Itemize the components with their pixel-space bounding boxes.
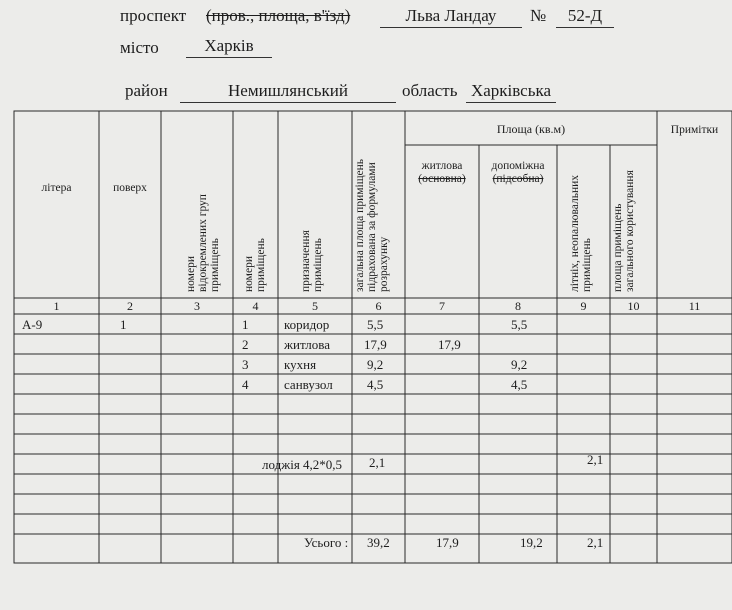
- col-header-living: [405, 160, 479, 186]
- col-header-aux-struck: (підсобна): [492, 173, 544, 185]
- col-header-summer: літніх, неопалювальних приміщень: [569, 174, 593, 292]
- col-number: 10: [627, 299, 640, 313]
- col-number: 7: [439, 299, 445, 313]
- cell-purpose: кухня: [284, 357, 317, 372]
- number-value: 52-Д: [556, 6, 614, 28]
- cell-aux: 5,5: [511, 317, 528, 332]
- col-header-living-struck: (основна): [418, 173, 466, 185]
- street-label: проспект: [120, 6, 187, 25]
- district-value: Немишлянський: [180, 81, 396, 103]
- cell-room-no: 1: [242, 317, 249, 332]
- number-label: №: [530, 6, 547, 25]
- totals-living: 17,9: [436, 535, 459, 550]
- col-header-notes: Примітки: [670, 124, 719, 136]
- totals-label: Усього :: [304, 535, 349, 550]
- totals-aux: 19,2: [520, 535, 543, 550]
- cell-floor: 1: [120, 317, 127, 332]
- loggia-label: лоджія 4,2*0,5: [262, 457, 343, 472]
- col-header-room-no: номери приміщень: [243, 238, 267, 292]
- cell-room-no: 3: [242, 357, 249, 372]
- col-number: 11: [688, 299, 701, 313]
- cell-purpose: житлова: [284, 337, 331, 352]
- region-value: Харківська: [466, 81, 556, 103]
- totals-summer: 2,1: [587, 535, 604, 550]
- cell-room-no: 4: [242, 377, 249, 392]
- col-number: 9: [580, 299, 587, 313]
- cell-total: 9,2: [367, 357, 384, 372]
- region-label: область: [402, 81, 458, 100]
- cell-total: 4,5: [367, 377, 384, 392]
- loggia-summer: 2,1: [587, 452, 604, 467]
- col-header-groups: номери відокремлених груп приміщень: [185, 194, 221, 292]
- col-header-total-area: загальна площа приміщень підрахована за формулами розрахунку: [354, 158, 390, 292]
- col-header-living-label: житлова: [421, 160, 463, 172]
- col-number: 3: [194, 299, 200, 313]
- col-header-purpose: призначення приміщень: [300, 230, 324, 292]
- cell-total: 5,5: [367, 317, 384, 332]
- col-header-floor: поверх: [113, 182, 147, 194]
- col-header-aux-label: допоміжна: [491, 160, 545, 172]
- city-value: Харків: [186, 36, 272, 58]
- city-label: місто: [120, 38, 159, 57]
- area-group-header: Площа (кв.м): [496, 122, 566, 136]
- col-number: 4: [252, 299, 259, 313]
- street-value: Льва Ландау: [380, 6, 522, 28]
- cell-litera: А-9: [22, 317, 43, 332]
- cell-aux: 4,5: [511, 377, 528, 392]
- cell-total: 17,9: [364, 337, 387, 352]
- col-header-common: площа приміщень загального користування: [612, 170, 636, 292]
- cell-purpose: коридор: [284, 317, 330, 332]
- totals-total: 39,2: [367, 535, 390, 550]
- street-type-struck: (пров., площа, в'їзд): [206, 6, 351, 25]
- col-number: 2: [127, 299, 133, 313]
- district-label: район: [125, 81, 168, 100]
- cell-purpose: санвузол: [284, 377, 333, 392]
- col-number: 8: [515, 299, 521, 313]
- col-number: 1: [53, 299, 60, 313]
- cell-living: 17,9: [438, 337, 461, 352]
- cell-aux: 9,2: [511, 357, 528, 372]
- col-header-aux: [479, 160, 557, 186]
- loggia-total: 2,1: [369, 455, 386, 470]
- col-number: 5: [312, 299, 318, 313]
- col-header-litera: літера: [41, 182, 72, 194]
- col-number: 6: [375, 299, 382, 313]
- cell-room-no: 2: [242, 337, 249, 352]
